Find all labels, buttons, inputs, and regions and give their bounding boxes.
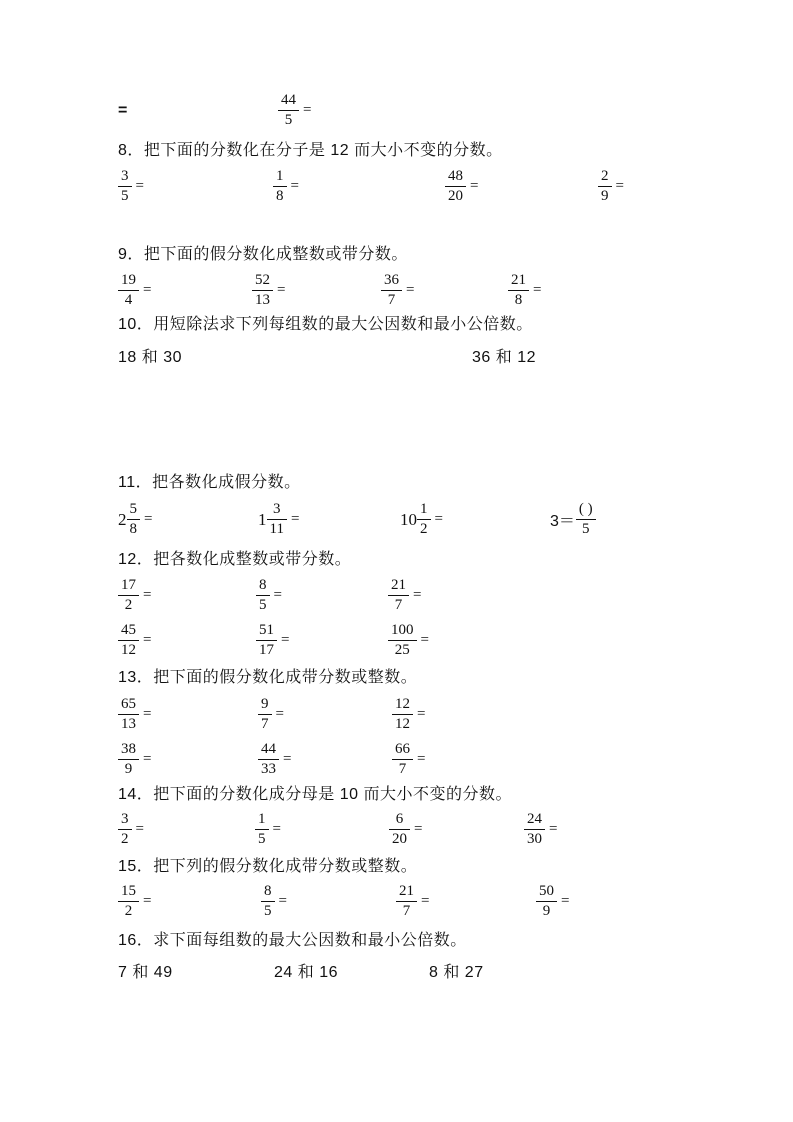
fraction-denominator: 5	[582, 521, 590, 537]
fraction	[118, 272, 139, 309]
fraction-numerator: 21	[396, 883, 417, 902]
equals-sign: =	[143, 587, 152, 603]
fraction-item	[392, 696, 675, 733]
section-16-title: 16．求下面每组数的最大公因数和最小公倍数。	[118, 932, 467, 949]
fraction	[524, 811, 545, 848]
equals-sign: =	[413, 587, 422, 603]
fraction-numerator: 3	[118, 811, 132, 830]
fraction-item	[118, 811, 255, 848]
fraction-item	[252, 272, 381, 309]
fraction-item	[389, 811, 524, 848]
fraction	[267, 501, 287, 538]
fraction-numerator: 6	[389, 811, 410, 830]
fraction-denominator: 25	[394, 642, 410, 658]
fraction-numerator: 2	[598, 168, 612, 187]
fraction	[508, 272, 529, 309]
fraction-numerator: 19	[118, 272, 139, 291]
fraction-item	[524, 811, 675, 848]
whole-number-equals: 3＝	[550, 513, 575, 530]
equals-sign: =	[144, 511, 153, 527]
fraction-numerator: 1	[417, 501, 431, 520]
fraction	[255, 811, 269, 848]
fraction-numerator: 36	[381, 272, 402, 291]
fraction-numerator: 3	[118, 168, 132, 187]
fraction-item	[258, 741, 392, 778]
section-12-fraction-row-2	[118, 622, 675, 659]
fraction	[256, 577, 270, 614]
fraction-item	[118, 883, 261, 920]
fraction	[445, 168, 466, 205]
equals-sign: =	[420, 632, 429, 648]
section-11-title: 11．把各数化成假分数。	[118, 474, 301, 491]
fraction-denominator: 2	[420, 521, 428, 537]
number-pair: 24 和 16	[274, 964, 338, 981]
fraction-denominator: 8	[129, 521, 137, 537]
fraction-item	[118, 622, 256, 659]
fraction-denominator: 7	[261, 716, 269, 732]
equals-sign: =	[283, 751, 292, 767]
number-pair: 7 和 49	[118, 964, 173, 981]
fraction-denominator: 12	[121, 642, 136, 658]
equals-sign: =	[533, 282, 542, 298]
fraction-numerator: 21	[508, 272, 529, 291]
fraction-denominator: 7	[398, 761, 407, 777]
section-10-number-row	[118, 348, 675, 367]
fraction-denominator: 33	[261, 761, 276, 777]
equals-sign: =	[278, 893, 287, 909]
fraction-denominator: 7	[402, 903, 411, 919]
fraction-numerator: 52	[252, 272, 273, 291]
fraction-item	[388, 622, 675, 659]
fraction	[598, 168, 612, 205]
fraction	[258, 696, 272, 733]
fraction	[118, 696, 139, 733]
fraction-numerator: 44	[278, 92, 299, 111]
equals-sign: =	[303, 102, 312, 118]
mixed-integer: 1	[258, 509, 267, 529]
equals-sign: =	[143, 893, 152, 909]
equals-sign: =	[277, 282, 286, 298]
section-12-fraction-row-1	[118, 577, 675, 614]
fraction-numerator: 1	[273, 168, 287, 187]
fraction-numerator: 45	[118, 622, 139, 641]
section-14-title: 14．把下面的分数化成分母是 10 而大小不变的分数。	[118, 786, 512, 803]
fraction-item	[536, 883, 675, 920]
fraction	[261, 883, 275, 920]
fraction-item	[255, 811, 389, 848]
fraction	[273, 168, 287, 205]
fraction-item	[118, 741, 258, 778]
fraction-numerator: 50	[536, 883, 557, 902]
number-pair: 36 和 12	[472, 349, 536, 366]
fraction-numerator: 5	[127, 501, 141, 520]
fraction-denominator: 7	[394, 597, 403, 613]
fraction-numerator: 12	[392, 696, 413, 715]
fraction	[118, 883, 139, 920]
fraction-item	[445, 168, 598, 205]
fraction-numerator: 17	[118, 577, 139, 596]
number-pair: 18 和 30	[118, 349, 182, 366]
section-12-title: 12．把各数化成整数或带分数。	[118, 551, 352, 568]
fraction-denominator: 13	[121, 716, 136, 732]
section-9-fraction-row	[118, 272, 675, 309]
equals-sign: =	[118, 101, 128, 119]
fraction-numerator: 21	[388, 577, 409, 596]
equals-sign: =	[143, 282, 152, 298]
leftover-row	[118, 92, 675, 129]
whole-to-fraction-item	[550, 501, 675, 538]
fraction-item	[388, 577, 675, 614]
fraction-denominator: 2	[121, 831, 129, 847]
fraction-numerator: 9	[258, 696, 272, 715]
fraction-denominator: 2	[124, 903, 133, 919]
mixed-integer: 10	[400, 509, 417, 529]
fraction-item	[273, 168, 445, 205]
equals-sign: =	[290, 511, 300, 527]
fraction	[118, 168, 132, 205]
fraction-numerator: 1	[255, 811, 269, 830]
fraction	[417, 501, 431, 538]
fraction	[258, 741, 279, 778]
fraction	[576, 501, 596, 538]
fraction-item	[256, 577, 388, 614]
section-14-fraction-row	[118, 811, 675, 848]
fraction-denominator: 5	[259, 597, 267, 613]
equals-sign: =	[434, 511, 443, 527]
fraction	[118, 811, 132, 848]
fraction-item	[118, 577, 256, 614]
fraction-numerator: 51	[256, 622, 277, 641]
equals-sign: =	[417, 751, 426, 767]
fraction-numerator: 48	[445, 168, 466, 187]
fraction	[388, 622, 417, 659]
fraction	[252, 272, 273, 309]
fraction-item	[508, 272, 675, 309]
fraction-item	[392, 741, 675, 778]
section-8-title: 8．把下面的分数化在分子是 12 而大小不变的分数。	[118, 142, 503, 159]
fraction-denominator: 17	[259, 642, 274, 658]
fraction-denominator: 5	[258, 831, 266, 847]
fraction-numerator: 66	[392, 741, 413, 760]
fraction-numerator: 8	[256, 577, 270, 596]
fraction	[256, 622, 277, 659]
fraction-numerator: 8	[261, 883, 275, 902]
equals-sign: =	[272, 821, 281, 837]
section-13-fraction-row-1	[118, 696, 675, 733]
fraction	[118, 577, 139, 614]
equals-sign: =	[561, 893, 570, 909]
fraction-denominator: 20	[448, 188, 463, 204]
fraction-item	[381, 272, 508, 309]
fraction	[118, 622, 139, 659]
fraction-numerator: 44	[258, 741, 279, 760]
equals-sign: =	[470, 178, 479, 194]
section-13-title: 13．把下面的假分数化成带分数或整数。	[118, 669, 418, 686]
fraction-item	[278, 92, 675, 129]
fraction-denominator: 11	[269, 521, 284, 537]
fraction-denominator: 9	[601, 188, 609, 204]
fraction	[278, 92, 299, 129]
equals-sign: =	[143, 751, 152, 767]
fraction	[392, 696, 413, 733]
equals-sign: =	[281, 632, 290, 648]
mixed-number-item	[400, 501, 550, 538]
equals-sign: =	[549, 821, 558, 837]
fraction	[388, 577, 409, 614]
fraction-item	[118, 272, 252, 309]
fraction-item	[256, 622, 388, 659]
fraction-numerator: 3	[267, 501, 287, 520]
section-13-fraction-row-2	[118, 741, 675, 778]
fraction-denominator: 9	[542, 903, 551, 919]
equals-sign: =	[275, 706, 284, 722]
equals-sign: =	[135, 821, 144, 837]
equals-sign: =	[135, 178, 144, 194]
fraction-denominator: 5	[121, 188, 129, 204]
fraction-numerator: 100	[388, 622, 417, 641]
equals-sign: =	[406, 282, 415, 298]
section-15-title: 15．把下列的假分数化成带分数或整数。	[118, 858, 418, 875]
fraction	[118, 741, 139, 778]
fraction-numerator: 38	[118, 741, 139, 760]
equals-sign: =	[290, 178, 299, 194]
fraction-item	[258, 696, 392, 733]
fraction-denominator: 8	[276, 188, 284, 204]
equals-sign: =	[414, 821, 423, 837]
fraction-item	[118, 696, 258, 733]
fraction-item	[118, 168, 273, 205]
section-9-title: 9．把下面的假分数化成整数或带分数。	[118, 246, 408, 263]
fraction-numerator: ( )	[576, 501, 596, 520]
equals-sign: =	[421, 893, 430, 909]
equals-sign: =	[143, 706, 152, 722]
section-8-fraction-row	[118, 168, 675, 205]
equals-sign: =	[417, 706, 426, 722]
fraction	[127, 501, 141, 538]
section-16-number-row	[118, 963, 675, 982]
fraction-denominator: 2	[124, 597, 133, 613]
fraction-item	[261, 883, 396, 920]
fraction-denominator: 20	[392, 831, 407, 847]
fraction-denominator: 30	[527, 831, 542, 847]
fraction	[381, 272, 402, 309]
fraction-denominator: 5	[284, 112, 293, 128]
equals-sign: =	[615, 178, 624, 194]
fraction-denominator: 7	[387, 292, 396, 308]
fraction-numerator: 65	[118, 696, 139, 715]
fraction-denominator: 5	[264, 903, 272, 919]
fraction-denominator: 13	[255, 292, 270, 308]
leftover-equals-cell	[118, 92, 278, 129]
fraction-item	[396, 883, 536, 920]
fraction	[396, 883, 417, 920]
fraction	[392, 741, 413, 778]
section-11-mixed-row	[118, 501, 675, 538]
fraction	[536, 883, 557, 920]
section-10-title: 10．用短除法求下列每组数的最大公因数和最小公倍数。	[118, 316, 533, 333]
equals-sign: =	[143, 632, 152, 648]
mixed-number-item	[258, 501, 400, 538]
fraction-denominator: 4	[124, 292, 133, 308]
number-pair: 8 和 27	[429, 964, 484, 981]
fraction-numerator: 24	[524, 811, 545, 830]
fraction-item	[598, 168, 675, 205]
section-15-fraction-row	[118, 883, 675, 920]
fraction-denominator: 9	[124, 761, 133, 777]
fraction	[389, 811, 410, 848]
mixed-number-item	[118, 501, 258, 538]
mixed-integer: 2	[118, 509, 127, 529]
fraction-denominator: 12	[395, 716, 410, 732]
fraction-numerator: 15	[118, 883, 139, 902]
equals-sign: =	[273, 587, 282, 603]
fraction-denominator: 8	[514, 292, 523, 308]
